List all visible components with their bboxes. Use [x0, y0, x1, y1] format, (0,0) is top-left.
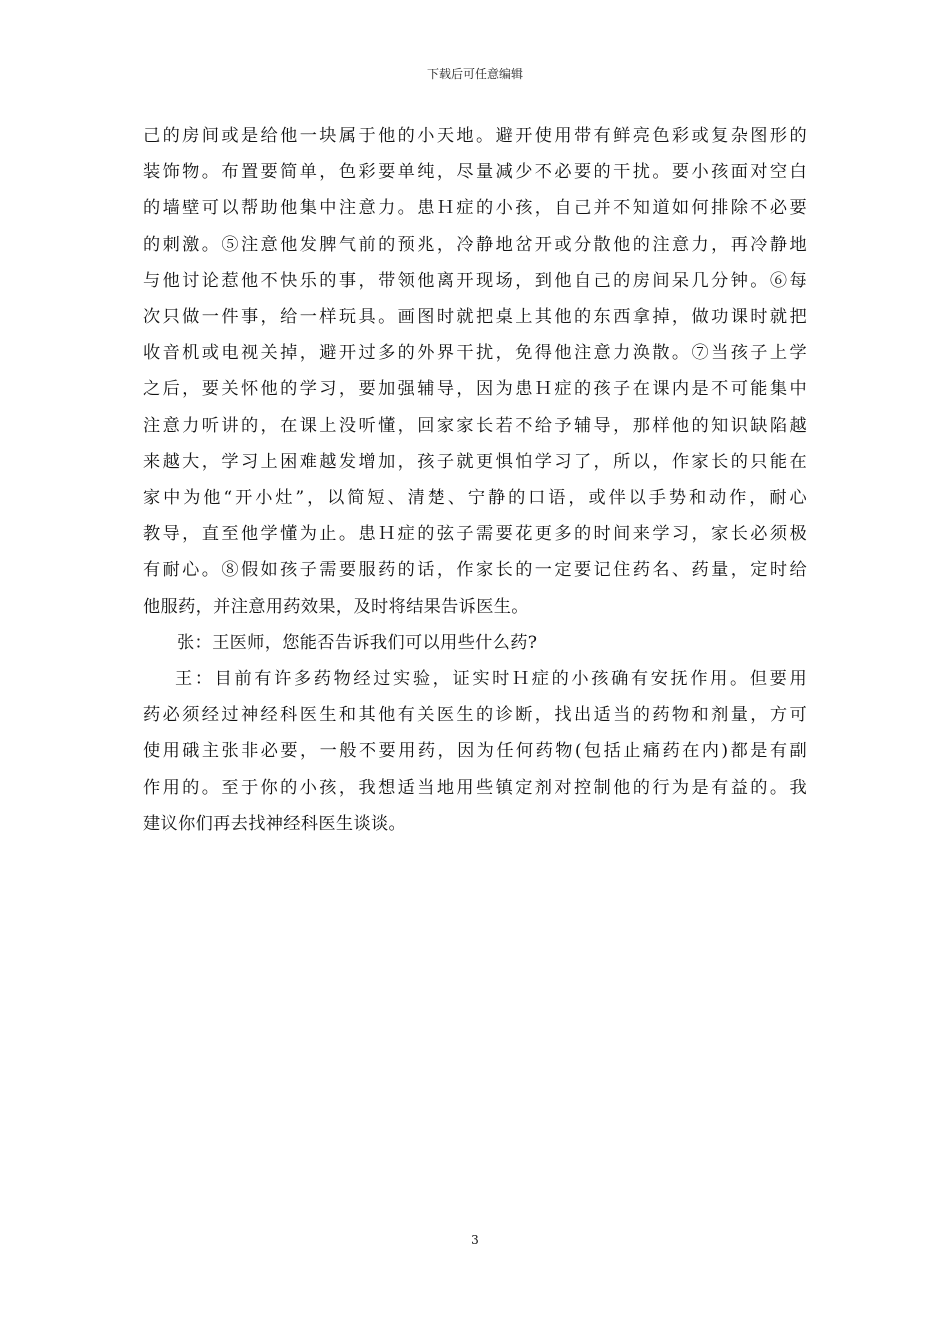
text-line: 王：目前有许多药物经过实验，证实时Ｈ症的小孩确有安抚作用。但要用 [175, 669, 807, 690]
text-line: 家中为他“开小灶”，以简短、清楚、宁静的口语，或伴以手势和动作，耐心 [143, 488, 807, 509]
text-line: 装饰物。布置要简单，色彩要单纯，尽量减少不必要的干扰。要小孩面对空白 [143, 162, 807, 183]
text-line: 张：王医师，您能否告诉我们可以用些什么药? [177, 632, 538, 653]
paragraph-wang-answer [143, 661, 807, 842]
text-line: 己的房间或是给他一块属于他的小天地。避开使用带有鲜亮色彩或复杂图形的 [143, 126, 807, 146]
text-line: 建议你们再去找神经科医生谈谈。 [143, 813, 407, 834]
text-line: 收音机或电视关掉，避开过多的外界干扰，免得他注意力涣散。⑦当孩子上学 [143, 343, 807, 364]
paragraph-zhang-question [143, 625, 807, 661]
text-line: 注意力听讲的，在课上没听懂，回家家长若不给予辅导，那样他的知识缺陷越 [143, 415, 807, 436]
text-line: 来越大，学习上困难越发增加，孩子就更惧怕学习了，所以，作家长的只能在 [143, 451, 807, 472]
page-header: 下载后可任意编辑 [426, 67, 523, 81]
page-number: 3 [471, 1233, 479, 1247]
text-line: 与他讨论惹他不快乐的事，带领他离开现场，到他自己的房间呆几分钟。⑥每 [143, 270, 807, 291]
text-line: 有耐心。⑧假如孩子需要服药的话，作家长的一定要记住药名、药量，定时给 [143, 560, 807, 581]
text-line: 作用的。至于你的小孩，我想适当地用些镇定剂对控制他的行为是有益的。我 [143, 777, 807, 798]
text-line: 的墙壁可以帮助他集中注意力。患Ｈ症的小孩，自己并不知道如何排除不必要 [143, 198, 807, 219]
text-line: 次只做一件事，给一样玩具。画图时就把桌上其他的东西拿掉，做功课时就把 [143, 307, 807, 328]
document-body [143, 118, 807, 842]
text-line: 教导，直至他学懂为止。患Ｈ症的弦子需要花更多的时间来学习，家长必须极 [143, 524, 807, 545]
text-line: 之后，要关怀他的学习，要加强辅导，因为患Ｈ症的孩子在课内是不可能集中 [143, 379, 807, 400]
text-line: 他服药，并注意用药效果，及时将结果告诉医生。 [143, 596, 529, 617]
text-line: 使用硪主张非必要，一般不要用药，因为任何药物(包括止痛药在内)都是有副 [143, 741, 807, 762]
paragraph-parenting-advice [143, 118, 807, 625]
text-line: 的刺激。⑤注意他发脾气前的预兆，冷静地岔开或分散他的注意力，再冷静地 [143, 234, 807, 255]
text-line: 药必须经过神经科医生和其他有关医生的诊断，找出适当的药物和剂量，方可 [143, 705, 807, 726]
